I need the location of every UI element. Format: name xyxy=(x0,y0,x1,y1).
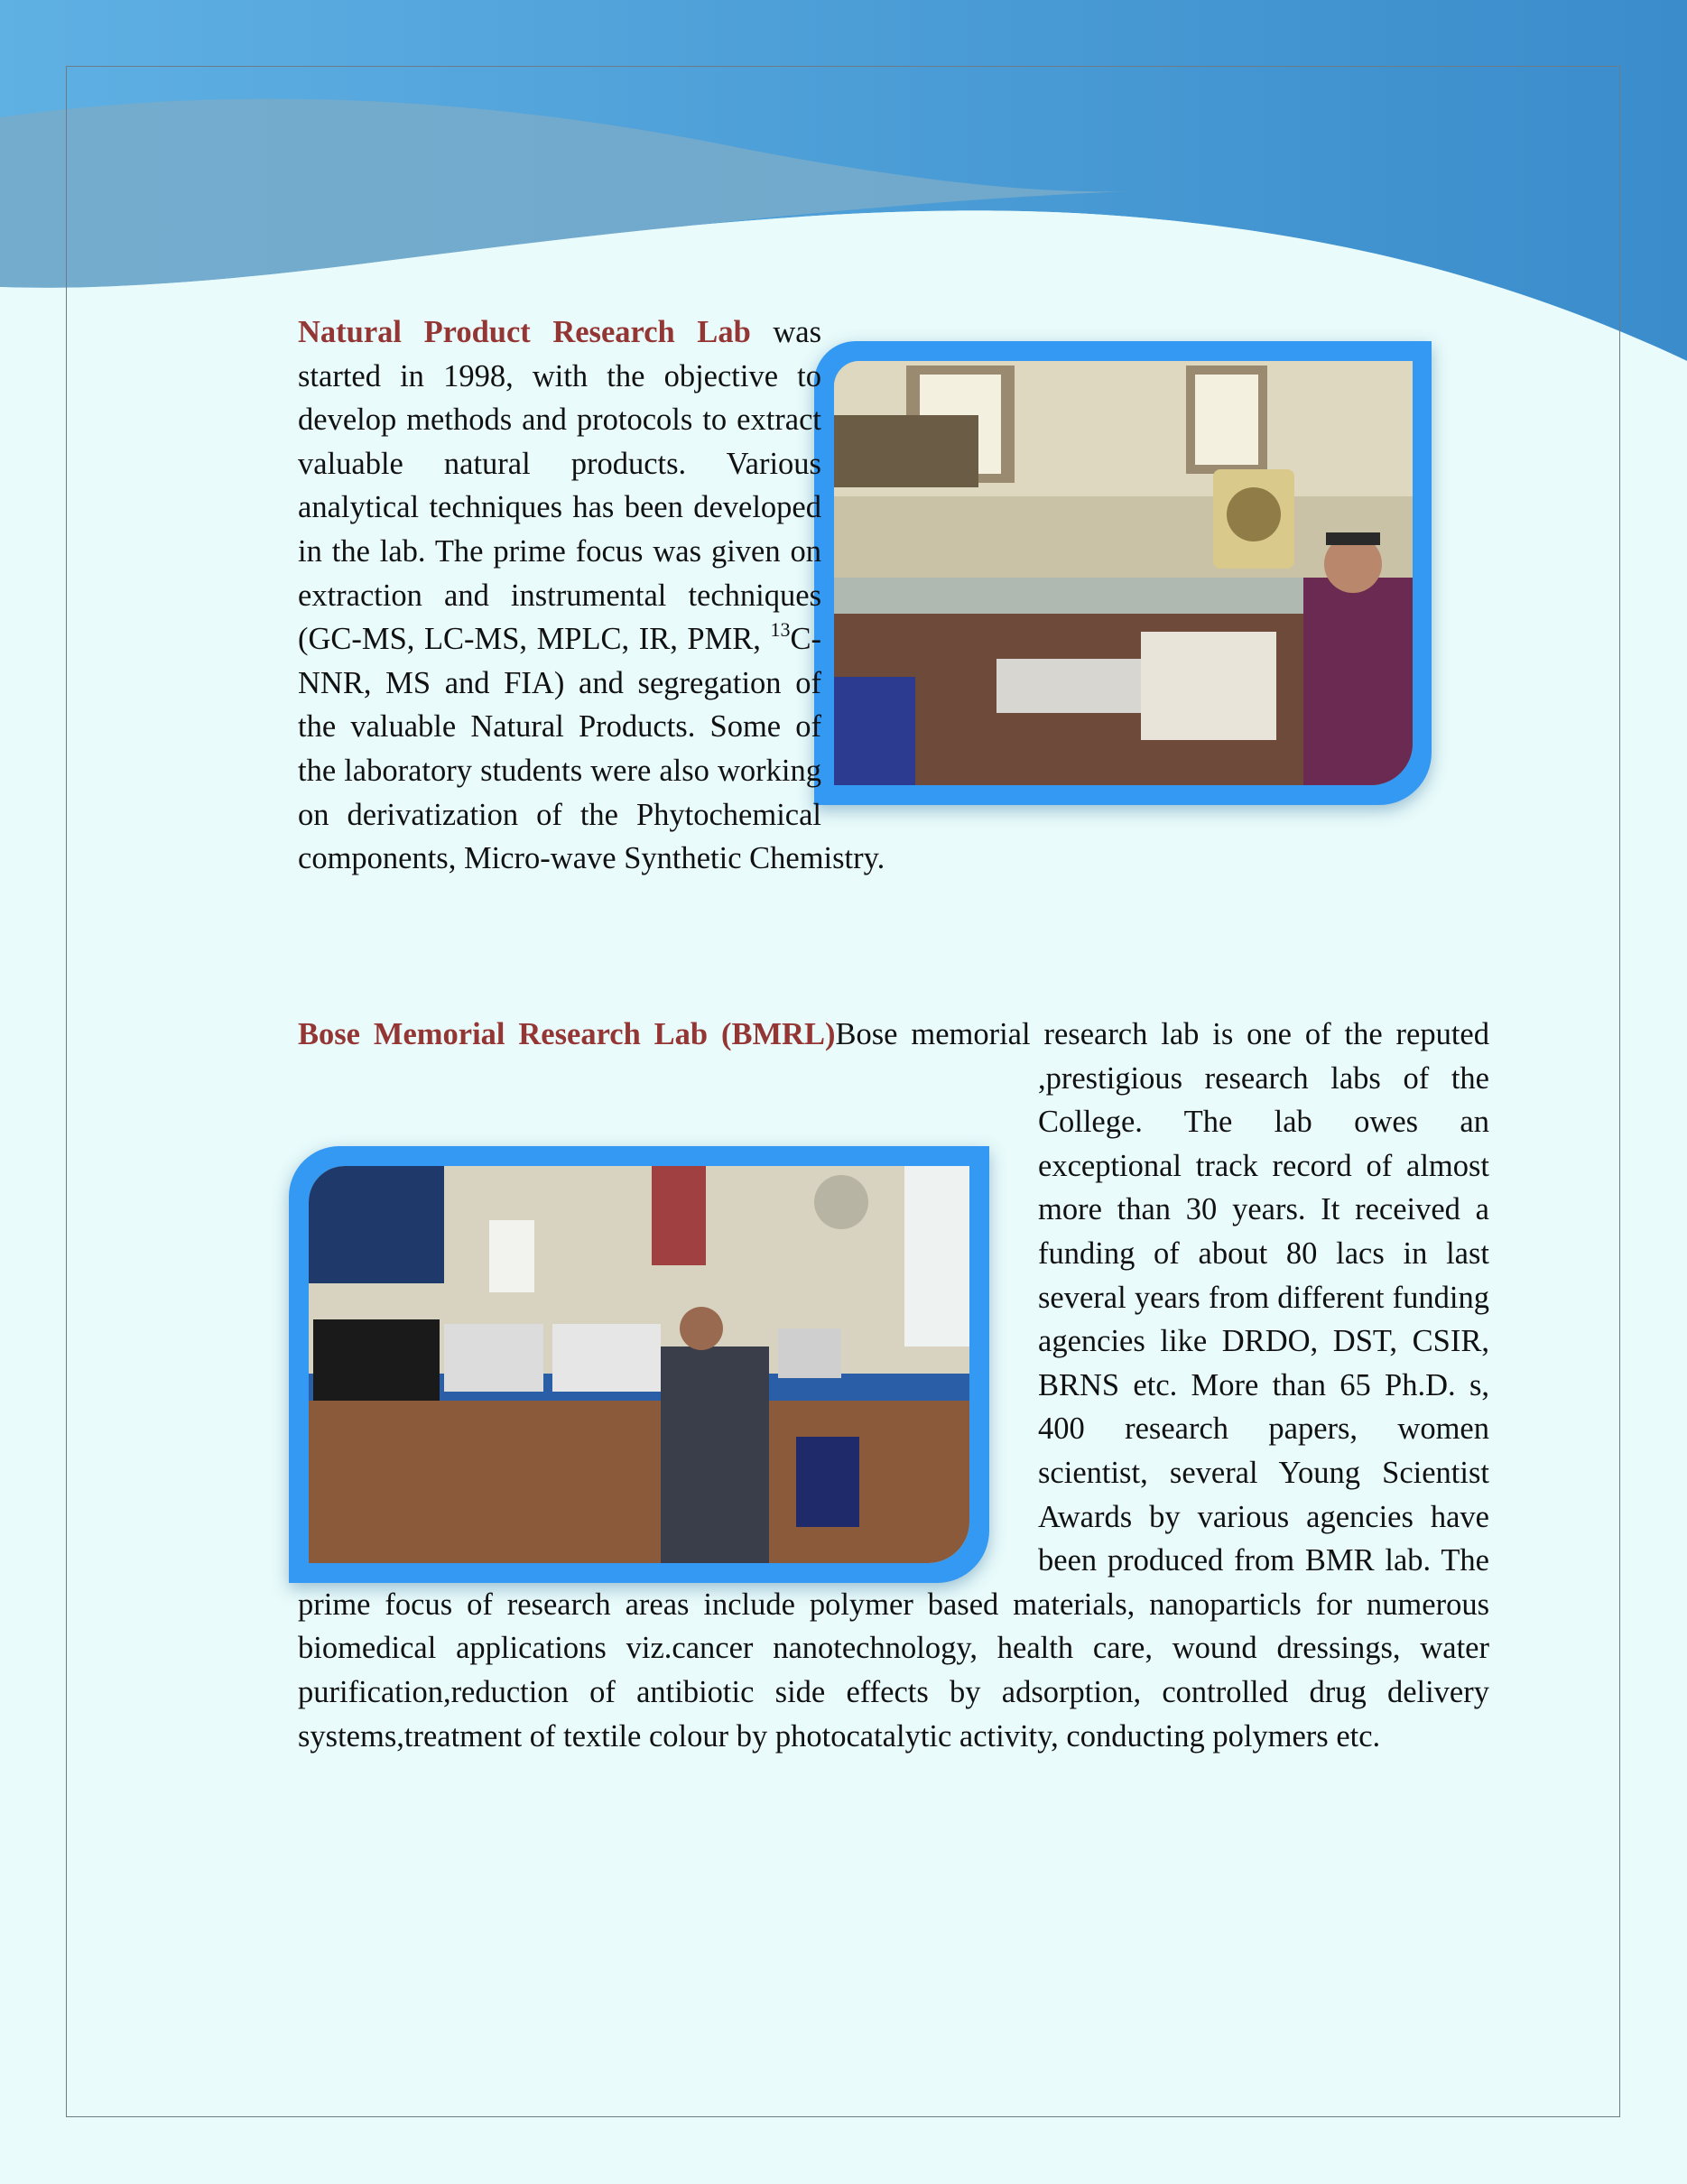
superscript: 13 xyxy=(770,618,791,642)
section-body: Bose memorial research lab is one of the reputed ,prestigious research labs of the College. The lab owes an exceptional track record of almost more than 30 years. It received a funding of about 80 lacs in last several years from different funding agencies like DRDO, DST, CSIR, BRNS etc. More than 65 Ph.D. s, 400 research papers, women scientist, several Young Scientist Awards by various agencies have been produced from BMR lab. The prime focus of research areas include polymer based materials, nanoparticls for numerous biomedical applications viz.cancer nanotechnology, health care, wound dressings, water purification,reduction of antibiotic side effects by adsorption, controlled drug delivery systems,treatment of textile colour by photocatalytic activity, conducting polymers etc. xyxy=(298,1017,1489,1754)
photo-wrap-spacer xyxy=(298,1100,1038,1569)
section-bose-memorial-lab xyxy=(298,1013,1489,1758)
section-heading: Natural Product Research Lab xyxy=(298,315,751,349)
section-body-continued: C-NNR, MS and FIA) and segregation of the valuable Natural Products. Some of the laboratory students were also working on derivatization of the Phytochemical components, Micro-wave Synthetic Chemistry. xyxy=(298,622,885,876)
photo-wrap-spacer xyxy=(821,310,1489,816)
section-natural-product-lab xyxy=(298,310,1489,881)
section-body: was started in 1998, with the objective to develop methods and protocols to extract valuable natural products. Various analytical techniques has been developed in the lab. The prime focus was given on extraction and instrumental techniques (GC-MS, LC-MS, MPLC, IR, PMR, xyxy=(298,315,821,657)
section-heading: Bose Memorial Research Lab (BMRL) xyxy=(298,1017,836,1051)
